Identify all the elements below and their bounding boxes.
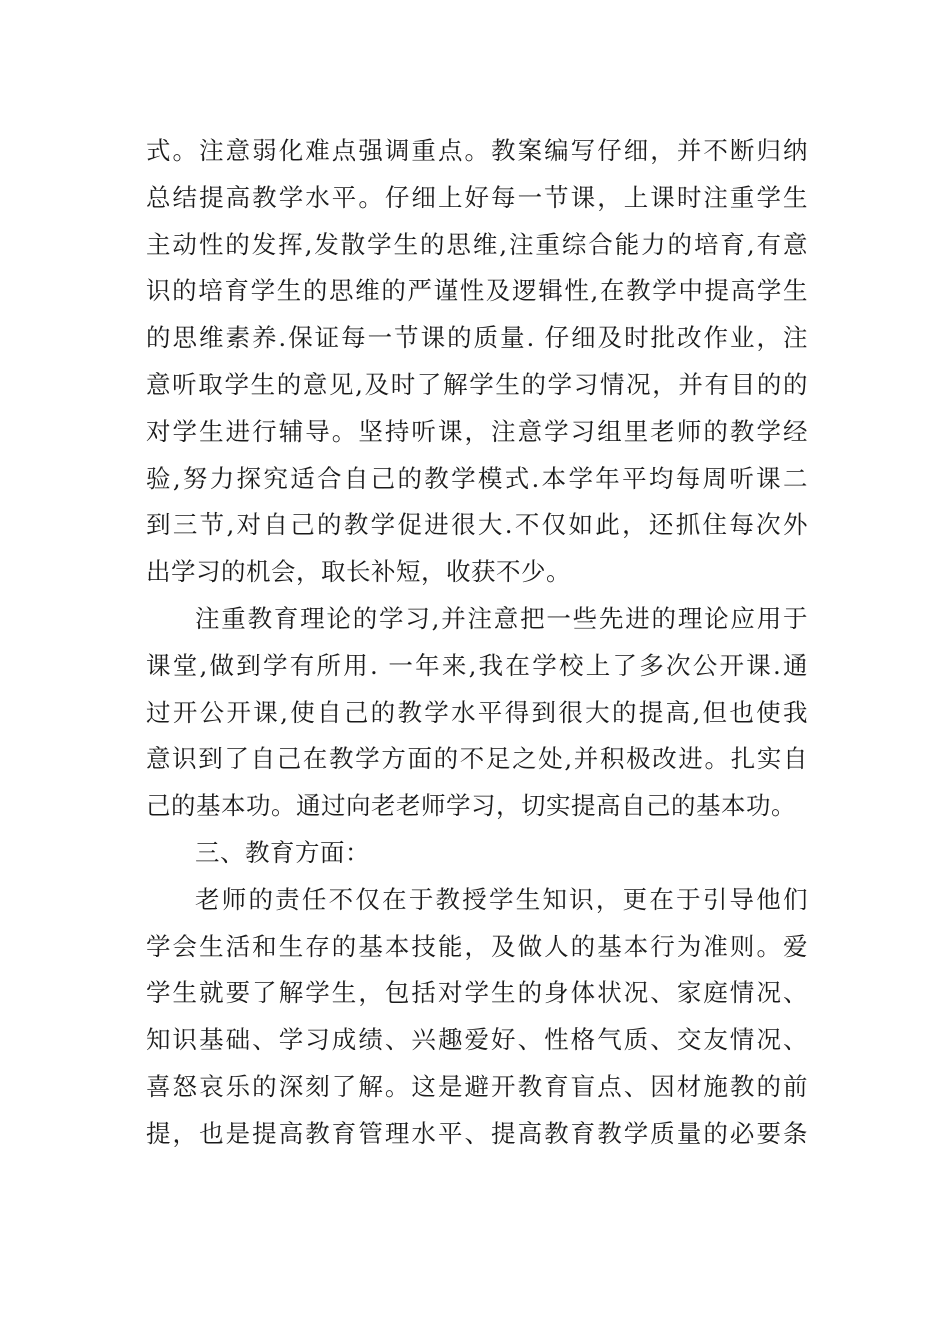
text-line: 出学习的机会，取长补短，收获不少。 [146,557,571,587]
section-heading: 三、教育方面： [195,837,370,867]
text-line: 过开公开课,使自己的教学水平得到很大的提高,但也使我 [146,697,808,727]
text-line: 学会生活和生存的基本技能，及做人的基本行为准则。爱 [146,931,808,961]
text-line: 到三节,对自己的教学促进很大.不仅如此，还抓住每次外 [146,510,808,540]
text-line: 式。注意弱化难点强调重点。教案编写仔细，并不断归纳 [146,136,808,165]
text-line: 己的基本功。通过向老老师学习，切实提高自己的基本功。 [146,791,796,821]
text-line: 识的培育学生的思维的严谨性及逻辑性,在教学中提高学生 [146,276,808,306]
text-line: 注重教育理论的学习,并注意把一些先进的理论应用于 [195,603,808,633]
text-line: 总结提高教学水平。仔细上好每一节课，上课时注重学生 [146,182,808,212]
text-line: 提，也是提高教育管理水平、提高教育教学质量的必要条 [146,1118,808,1148]
text-line: 意听取学生的意见,及时了解学生的学习情况，并有目的的 [146,369,808,399]
text-line: 老师的责任不仅在于教授学生知识，更在于引导他们 [195,884,808,914]
text-line: 学生就要了解学生，包括对学生的身体状况、家庭情况、 [146,978,808,1008]
document-body [146,128,808,1158]
text-line: 主动性的发挥,发散学生的思维,注重综合能力的培育,有意 [146,229,808,259]
text-line: 课堂,做到学有所用. 一年来,我在学校上了多次公开课.通 [146,650,808,680]
text-line: 知识基础、学习成绩、兴趣爱好、性格气质、交友情况、 [146,1025,808,1055]
text-line: 验,努力探究适合自己的教学模式.本学年平均每周听课二 [146,463,808,493]
text-line: 的思维素养.保证每一节课的质量. 仔细及时批改作业，注 [146,323,808,353]
text-line: 意识到了自己在教学方面的不足之处,并积极改进。扎实自 [146,744,808,774]
text-line: 对学生进行辅导。坚持听课，注意学习组里老师的教学经 [146,416,808,446]
text-line: 喜怒哀乐的深刻了解。这是避开教育盲点、因材施教的前 [146,1071,808,1101]
